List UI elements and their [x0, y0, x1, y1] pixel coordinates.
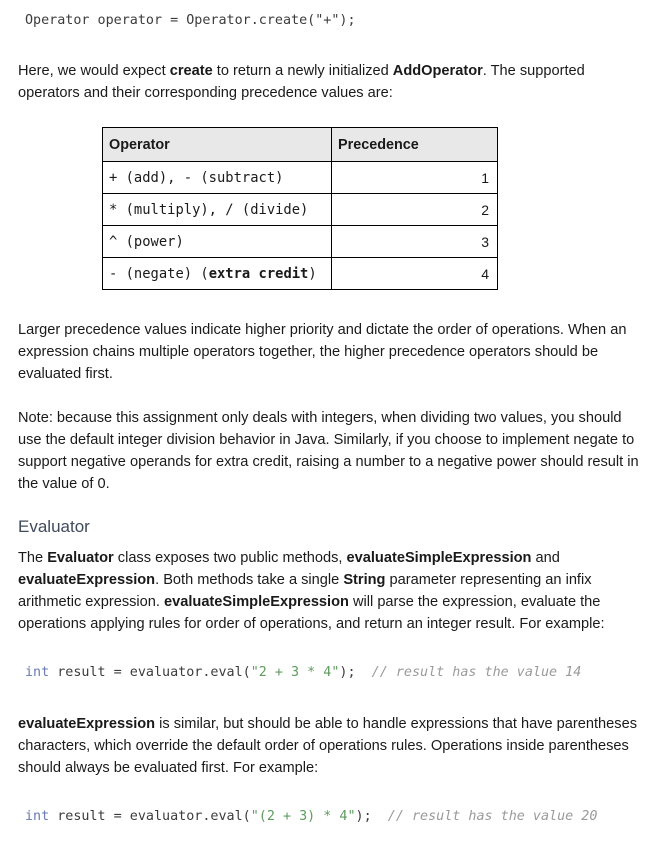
- para4-text-6: will parse the expression, evaluate the operations applying rules for order of operations, and return an integer result. For example:: [18, 594, 605, 632]
- para4-bold-evaluateexpression: evaluateExpression: [18, 572, 156, 588]
- code-snippet-paren-eval: [25, 809, 597, 824]
- para1-text-3: . The supported operators and their corresponding precedence values are:: [18, 63, 585, 101]
- operator-cell: * (multiply), / (divide): [103, 194, 332, 226]
- operator-cell: [103, 258, 332, 290]
- para4-bold-string: String: [343, 572, 386, 588]
- code-comment: // result has the value 14: [371, 665, 582, 680]
- para1-bold-addoperator: AddOperator: [392, 63, 483, 79]
- table-row: [103, 194, 498, 226]
- precedence-cell: 1: [332, 162, 498, 194]
- paragraph-precedence-explanation: Larger precedence values indicate higher priority and dictate the order of operations. When an expression chains multiple operators together, the higher precedence operators should be evaluated first.: [18, 322, 627, 382]
- operator-cell: ^ (power): [103, 226, 332, 258]
- paragraph-integer-division-note: Note: because this assignment only deals with integers, when dividing two values, you should use the default integer division behavior in Java. Similarly, if you choose to implement negate to support negative operands for extra credit, raising a number to a negative power should result in the value of 0.: [18, 410, 639, 492]
- para5-text: is similar, but should be able to handle expressions that have parentheses characters, which override the default order of operations rules. Operations inside parentheses should always be evaluated first. For example:: [18, 716, 637, 776]
- extra-credit-bold: extra credit: [208, 265, 309, 282]
- table-row: [103, 162, 498, 194]
- para1-text-2: to return a newly initialized: [212, 63, 393, 79]
- section-heading-evaluator: Evaluator: [18, 517, 90, 536]
- table-header-row: [103, 128, 498, 162]
- code-call-end: );: [355, 809, 372, 824]
- operator-negate-close: ): [308, 265, 317, 282]
- para4-text-5: parameter representing an infix arithmetic expression.: [18, 572, 592, 610]
- table-row: [103, 258, 498, 290]
- code-string: "2 + 3 * 4": [250, 665, 340, 680]
- paragraph-evaluator-description: [18, 547, 648, 635]
- code-call: result = evaluator.eval(: [49, 665, 251, 680]
- operator-precedence-table: [102, 127, 498, 290]
- code-call-end: );: [339, 665, 356, 680]
- para4-text-4: . Both methods take a single: [155, 572, 344, 588]
- para4-bold-evaluatesimple-2: evaluateSimpleExpression: [164, 594, 349, 610]
- para4-bold-evaluator: Evaluator: [47, 550, 114, 566]
- code-snippet-simple-eval: [25, 665, 581, 680]
- para4-bold-evaluatesimple: evaluateSimpleExpression: [346, 550, 532, 566]
- para1-bold-create: create: [169, 63, 213, 79]
- para4-text-3: and: [531, 550, 560, 566]
- para1-text-1: Here, we would expect: [18, 63, 170, 79]
- precedence-cell: 2: [332, 194, 498, 226]
- code-string: "(2 + 3) * 4": [250, 809, 356, 824]
- header-operator: Operator: [103, 128, 332, 162]
- para5-bold-evaluateexpression: evaluateExpression: [18, 716, 156, 732]
- code-comment: // result has the value 20: [387, 809, 598, 824]
- operator-cell: + (add), - (subtract): [103, 162, 332, 194]
- precedence-cell: 3: [332, 226, 498, 258]
- code-call: result = evaluator.eval(: [49, 809, 251, 824]
- header-precedence: Precedence: [332, 128, 498, 162]
- para4-text-1: The: [18, 550, 48, 566]
- para4-text-2: class exposes two public methods,: [113, 550, 347, 566]
- table-row: [103, 226, 498, 258]
- code-snippet-operator-create: Operator operator = Operator.create("+");: [25, 13, 356, 28]
- operator-negate-text: - (negate) (: [109, 265, 209, 282]
- code-keyword: int: [25, 809, 50, 824]
- paragraph-create-description: [18, 60, 648, 104]
- paragraph-evaluate-expression: [18, 713, 648, 779]
- precedence-cell: 4: [332, 258, 498, 290]
- code-keyword: int: [25, 665, 50, 680]
